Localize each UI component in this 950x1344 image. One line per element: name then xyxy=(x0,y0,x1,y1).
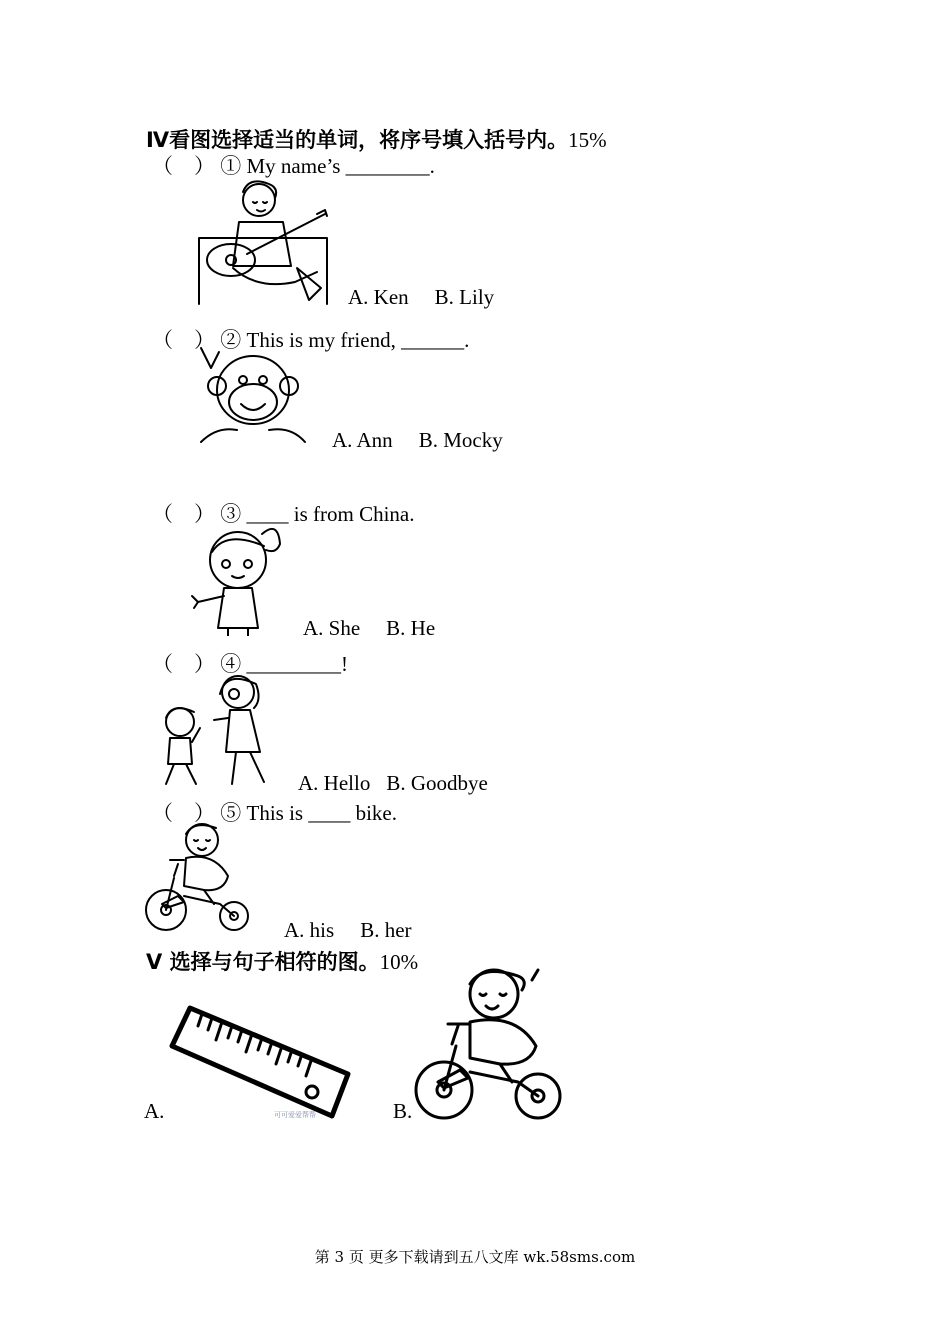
option-b[interactable]: B. Mocky xyxy=(418,428,503,452)
question-3-options xyxy=(303,616,461,641)
question-1 xyxy=(152,150,435,180)
option-b[interactable]: B. Goodbye xyxy=(386,771,488,795)
boy-bike-picture xyxy=(144,820,252,936)
answer-bracket[interactable]: （ ） xyxy=(152,328,215,352)
question-number: ⑤ xyxy=(220,801,242,825)
ruler-picture[interactable] xyxy=(168,1002,354,1120)
question-text: This is ____ bike. xyxy=(246,801,397,825)
option-b[interactable]: B. He xyxy=(386,616,436,640)
question-text: ____ is from China. xyxy=(246,502,415,526)
section-4-percent: 15% xyxy=(568,128,607,152)
answer-bracket[interactable]: （ ） xyxy=(152,502,215,526)
question-text: This is my friend, ______. xyxy=(246,328,470,352)
option-a[interactable]: A. Hello xyxy=(298,771,371,795)
question-number: ④ xyxy=(220,652,242,676)
answer-bracket[interactable]: （ ） xyxy=(152,652,215,676)
question-text: My name’s ________. xyxy=(246,154,435,178)
question-number: ② xyxy=(220,328,242,352)
boy-bike-picture[interactable] xyxy=(412,966,572,1122)
answer-bracket[interactable]: （ ） xyxy=(152,801,215,825)
question-5-options xyxy=(284,918,438,943)
option-a[interactable]: A. his xyxy=(284,918,335,942)
monkey-picture xyxy=(197,346,309,444)
choice-b-label[interactable]: B. xyxy=(393,1099,413,1123)
question-number: ③ xyxy=(220,502,242,526)
section-5-heading-text: Ⅴ 选择与句子相符的图。 xyxy=(146,950,380,974)
question-number: ① xyxy=(220,154,242,178)
question-1-options xyxy=(348,285,520,310)
page-footer: 第 3 页 更多下载请到五八文库 wk.58sms.com xyxy=(314,1248,636,1266)
question-4-options xyxy=(298,771,514,796)
option-a[interactable]: A. Ann xyxy=(332,428,393,452)
boy-guitar-picture xyxy=(197,178,329,306)
option-a[interactable]: A. Ken xyxy=(348,285,409,309)
section-5-percent: 10% xyxy=(379,950,419,974)
section-5-heading xyxy=(146,946,418,976)
option-b[interactable]: B. Lily xyxy=(434,285,495,309)
watermark-text: 可可爱爱帮帮 xyxy=(274,1111,316,1119)
section-4-heading-text: Ⅳ看图选择适当的单词，将序号填入括号内。 xyxy=(146,128,569,152)
option-a[interactable]: A. She xyxy=(303,616,361,640)
girl-picture xyxy=(186,520,286,636)
question-text: _________! xyxy=(246,652,348,676)
answer-bracket[interactable]: （ ） xyxy=(152,154,215,178)
choice-a-label[interactable]: A. xyxy=(144,1099,165,1123)
option-b[interactable]: B. her xyxy=(360,918,412,942)
kids-greeting-picture xyxy=(152,672,278,790)
question-2-options xyxy=(332,428,529,453)
